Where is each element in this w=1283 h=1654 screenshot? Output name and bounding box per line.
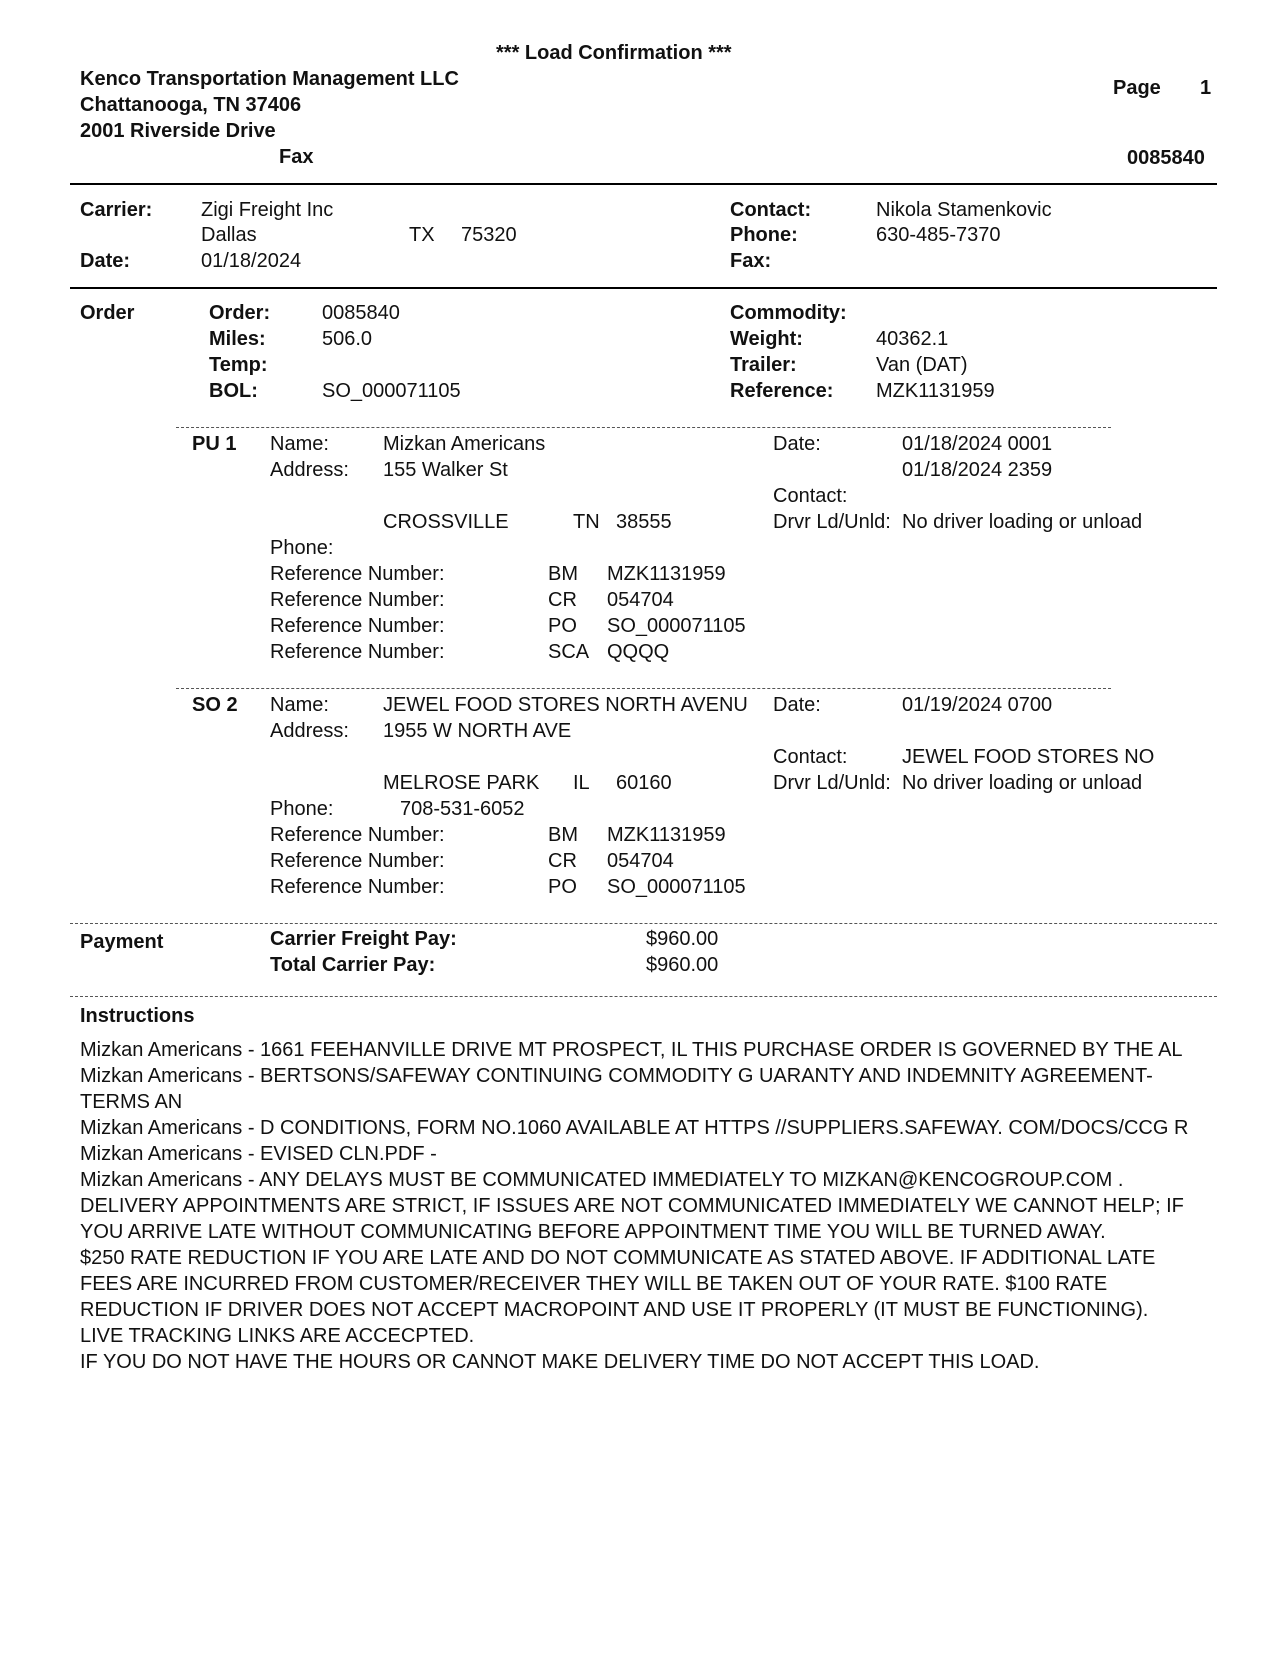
carrier-city: Dallas <box>201 224 257 246</box>
ref-label: Reference Number: <box>270 876 445 898</box>
order-section-label: Order <box>80 302 135 324</box>
stop-address-label: Address: <box>270 459 349 481</box>
stop-contact-label: Contact: <box>773 746 848 768</box>
company-fax-label: Fax <box>279 146 314 168</box>
carrier-state: TX <box>409 224 435 246</box>
stop-contact-label: Contact: <box>773 485 848 507</box>
stop-phone-label: Phone: <box>270 798 334 820</box>
stop-zip: 38555 <box>616 511 672 533</box>
ref-label: Reference Number: <box>270 589 445 611</box>
page-label: Page <box>1113 77 1161 99</box>
ref-value: MZK1131959 <box>607 824 726 846</box>
stop-address-label: Address: <box>270 720 349 742</box>
stop-date-label: Date: <box>773 694 821 716</box>
stop-code: PU 1 <box>192 433 237 455</box>
instructions-heading: Instructions <box>80 1005 195 1027</box>
ref-type: BM <box>548 563 578 585</box>
order-label: Order: <box>209 302 271 324</box>
stop-name: Mizkan Americans <box>383 433 546 455</box>
instruction-line: Mizkan Americans - 1661 FEEHANVILLE DRIVE MT PROSPECT, IL THIS PURCHASE ORDER IS GOVERNED BY THE AL <box>80 1039 1183 1061</box>
carrier-label: Carrier: <box>80 199 153 221</box>
instruction-line: Mizkan Americans - ANY DELAYS MUST BE COMMUNICATED IMMEDIATELY TO MIZKAN@KENCOGROUP.COM . DELIVERY APPOINTMENTS ARE STRICT, IF ISSUES ARE NOT COMMUNICATED IMMEDIATELY WE CANNOT HELP; IF YOU ARRIVE LATE WITHOUT COMMUNICATING BEFORE APPOINTMENT TIME YOU WILL BE TURNED AWAY. <box>80 1169 1190 1243</box>
temp-label: Temp: <box>209 354 268 376</box>
carrier-fax-label: Fax: <box>730 250 772 272</box>
divider-carrier <box>70 287 1217 289</box>
reference-label: Reference: <box>730 380 834 402</box>
freight-pay-value: $960.00 <box>646 928 719 950</box>
carrier-phone: 630-485-7370 <box>876 224 1001 246</box>
ref-value: 054704 <box>607 850 674 872</box>
ref-type: PO <box>548 876 577 898</box>
stop-date-start: 01/19/2024 0700 <box>902 694 1053 716</box>
payment-section-label: Payment <box>80 931 164 953</box>
ref-type: PO <box>548 615 577 637</box>
ref-value: QQQQ <box>607 641 670 663</box>
total-pay-label: Total Carrier Pay: <box>270 954 436 976</box>
divider-stop-1 <box>176 427 1111 428</box>
instruction-line: IF YOU DO NOT HAVE THE HOURS OR CANNOT MAKE DELIVERY TIME DO NOT ACCEPT THIS LOAD. <box>80 1351 1040 1373</box>
trailer-value: Van (DAT) <box>876 354 968 376</box>
instructions-text <box>80 1037 1190 1375</box>
stop-address: 155 Walker St <box>383 459 508 481</box>
carrier-zip: 75320 <box>461 224 517 246</box>
trailer-label: Trailer: <box>730 354 797 376</box>
divider-stop-2 <box>176 688 1111 689</box>
carrier-date-label: Date: <box>80 250 131 272</box>
total-pay-value: $960.00 <box>646 954 719 976</box>
carrier-contact-label: Contact: <box>730 199 812 221</box>
stop-drvr-value: No driver loading or unload <box>902 772 1143 794</box>
carrier-name: Zigi Freight Inc <box>201 199 334 221</box>
stop-drvr-value: No driver loading or unload <box>902 511 1143 533</box>
commodity-label: Commodity: <box>730 302 847 324</box>
stop-address: 1955 W NORTH AVE <box>383 720 572 742</box>
miles-label: Miles: <box>209 328 266 350</box>
instruction-line: Mizkan Americans - EVISED CLN.PDF - <box>80 1143 437 1165</box>
stop-name-label: Name: <box>270 433 329 455</box>
ref-type: SCA <box>548 641 590 663</box>
bol-label: BOL: <box>209 380 258 402</box>
order-value: 0085840 <box>322 302 400 324</box>
stop-drvr-label: Drvr Ld/Unld: <box>773 772 891 794</box>
reference-value: MZK1131959 <box>876 380 995 402</box>
stop-code: SO 2 <box>192 694 238 716</box>
instruction-line: $250 RATE REDUCTION IF YOU ARE LATE AND DO NOT COMMUNICATE AS STATED ABOVE. IF ADDITIONAL LATE FEES ARE INCURRED FROM CUSTOMER/RECEIVER THEY WILL BE TAKEN OUT OF YOUR RATE. $100 RATE REDUCTION IF DRIVER DOES NOT ACCEPT MACROPOINT AND USE IT PROPERLY (IT MUST BE FUNCTIONING). LIVE TRACKING LINKS ARE ACCECPTED. <box>80 1247 1161 1347</box>
carrier-date: 01/18/2024 <box>201 250 302 272</box>
stop-name-label: Name: <box>270 694 329 716</box>
ref-value: MZK1131959 <box>607 563 726 585</box>
ref-label: Reference Number: <box>270 615 445 637</box>
ref-label: Reference Number: <box>270 641 445 663</box>
document-title: *** Load Confirmation *** <box>496 42 732 64</box>
ref-type: CR <box>548 850 577 872</box>
stop-name: JEWEL FOOD STORES NORTH AVENU <box>383 694 748 716</box>
miles-value: 506.0 <box>322 328 373 350</box>
ref-value: SO_000071105 <box>607 876 746 898</box>
stop-date-end: 01/18/2024 2359 <box>902 459 1053 481</box>
company-city: Chattanooga, TN 37406 <box>80 94 302 116</box>
stop-phone-label: Phone: <box>270 537 334 559</box>
weight-label: Weight: <box>730 328 803 350</box>
ref-type: CR <box>548 589 577 611</box>
stop-zip: 60160 <box>616 772 672 794</box>
ref-label: Reference Number: <box>270 563 445 585</box>
weight-value: 40362.1 <box>876 328 949 350</box>
stop-state: TN <box>573 511 600 533</box>
page-number: 1 <box>1200 77 1212 99</box>
ref-value: SO_000071105 <box>607 615 746 637</box>
divider-header <box>70 183 1217 185</box>
carrier-contact: Nikola Stamenkovic <box>876 199 1052 221</box>
header-order-number: 0085840 <box>1127 147 1205 169</box>
carrier-phone-label: Phone: <box>730 224 798 246</box>
stop-date-label: Date: <box>773 433 821 455</box>
freight-pay-label: Carrier Freight Pay: <box>270 928 457 950</box>
instruction-line: Mizkan Americans - BERTSONS/SAFEWAY CONTINUING COMMODITY G UARANTY AND INDEMNITY AGREEMENT-TERMS AN <box>80 1065 1153 1113</box>
bol-value: SO_000071105 <box>322 380 461 402</box>
ref-value: 054704 <box>607 589 674 611</box>
ref-type: BM <box>548 824 578 846</box>
stop-phone: 708-531-6052 <box>400 798 525 820</box>
divider-instructions <box>70 996 1217 997</box>
stop-state: IL <box>573 772 590 794</box>
ref-label: Reference Number: <box>270 850 445 872</box>
stop-date-start: 01/18/2024 0001 <box>902 433 1053 455</box>
instruction-line: Mizkan Americans - D CONDITIONS, FORM NO.1060 AVAILABLE AT HTTPS //SUPPLIERS.SAFEWAY. COM/DOCS/CCG R <box>80 1117 1189 1139</box>
stop-city: MELROSE PARK <box>383 772 540 794</box>
stop-drvr-label: Drvr Ld/Unld: <box>773 511 891 533</box>
stop-contact: JEWEL FOOD STORES NO <box>902 746 1155 768</box>
divider-payment <box>70 923 1217 924</box>
company-address: 2001 Riverside Drive <box>80 120 276 142</box>
stop-city: CROSSVILLE <box>383 511 509 533</box>
company-name: Kenco Transportation Management LLC <box>80 68 459 90</box>
ref-label: Reference Number: <box>270 824 445 846</box>
